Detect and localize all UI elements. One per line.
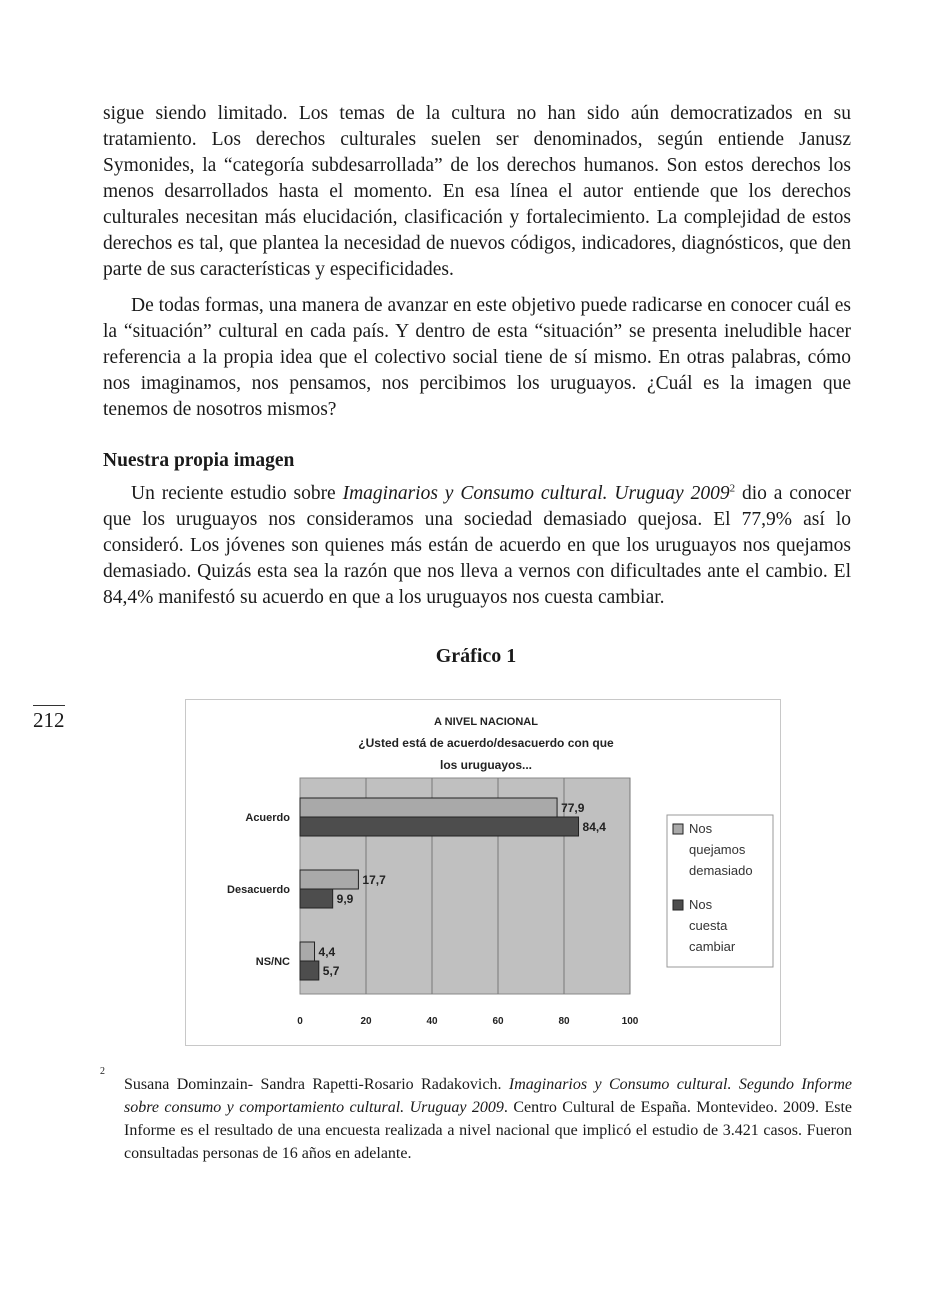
legend-label: cambiar — [689, 939, 736, 954]
paragraph-2 — [103, 293, 851, 423]
bar — [300, 798, 557, 817]
data-label: 5,7 — [322, 964, 340, 978]
paragraph-1 — [103, 101, 851, 283]
study-title: Imaginarios y Consumo cultural. Uruguay 2009 — [342, 483, 730, 504]
category-label: Acuerdo — [245, 812, 290, 824]
legend-swatch — [673, 824, 683, 834]
x-tick-label: 20 — [360, 1016, 372, 1027]
data-label: 4,4 — [318, 945, 336, 959]
paragraph-2-text: De todas formas, una manera de avanzar en este objetivo puede radicarse en conocer cuál es la “situación” cultural en cada país. Y dentro de esta “situación” se presenta ineludible hacer referencia a la propia idea que el colectivo social tiene de sí mismo. En otras palabras, cómo nos imaginamos, nos pensamos, nos percibimos los uruguayos. ¿Cuál es la imagen que tenemos de nosotros mismos? — [103, 295, 851, 420]
bar-chart — [186, 700, 779, 1044]
x-tick-label: 100 — [621, 1016, 639, 1027]
chart-frame — [185, 699, 781, 1046]
legend-label: quejamos — [689, 842, 746, 857]
chart-subtitle-line: los uruguayos... — [439, 758, 533, 772]
legend-label: cuesta — [689, 918, 728, 933]
paragraph-3-start: Un reciente estudio sobre — [131, 483, 343, 504]
data-label: 17,7 — [362, 873, 386, 887]
bar — [300, 961, 319, 980]
footnote-ref[interactable]: 2 — [729, 482, 736, 495]
category-label: NS/NC — [255, 956, 290, 968]
x-tick-label: 80 — [558, 1016, 570, 1027]
footnote — [124, 1073, 852, 1165]
footnote-authors: Susana Dominzain- Sandra Rapetti-Rosario Radakovich. — [124, 1076, 509, 1093]
x-tick-label: 40 — [426, 1016, 438, 1027]
legend-label: demasiado — [689, 863, 753, 878]
category-label: Desacuerdo — [227, 884, 290, 896]
bar — [300, 870, 358, 889]
chart-title: A NIVEL NACIONAL — [434, 716, 538, 728]
x-tick-label: 0 — [297, 1016, 303, 1027]
bar — [300, 942, 315, 961]
paragraph-3-rest: dio a conocer que los uruguayos nos consideramos una sociedad demasiado quejosa. El 77,9% así lo consideró. Los jóvenes son quienes más están de acuerdo en que los uruguayos nos quejamos demasiado. Quizás esta sea la razón que nos lleva a vernos con dificultades ante el cambio. El 84,4% manifestó su acuerdo en que a los uruguayos nos cuesta cambiar. — [103, 483, 851, 608]
legend-label: Nos — [689, 821, 713, 836]
chart-caption: Gráfico 1 — [435, 645, 517, 667]
data-label: 84,4 — [582, 820, 606, 834]
page-number: 212 — [33, 705, 65, 732]
bar — [300, 889, 333, 908]
footnote-title: Imaginarios y Consumo cultural. Segundo Informe sobre consumo y comportamiento cultural. Uruguay 2009 — [124, 1076, 852, 1116]
legend-label: Nos — [689, 897, 713, 912]
chart-subtitle-line: ¿Usted está de acuerdo/desacuerdo con que — [358, 736, 614, 750]
legend-swatch — [673, 900, 683, 910]
section-heading: Nuestra propia imagen — [103, 450, 295, 471]
paragraph-1-text: sigue siendo limitado. Los temas de la cultura no han sido aún democratizados en su tratamiento. Los derechos culturales suelen ser denominados, según entiende Janusz Symonides, la “categoría subdesarrollada” de los derechos humanos. Son estos derechos los menos desarrollados hasta el momento. En esa línea el autor entiende que los derechos culturales necesitan más elucidación, clasificación y fortalecimiento. La complejidad de estos derechos es tal, que plantea la necesidad de nuevos códigos, indicadores, diagnósticos, que den parte de sus características y especificidades. — [103, 103, 851, 280]
x-tick-label: 60 — [492, 1016, 504, 1027]
footnote-mark: 2 — [100, 1066, 105, 1077]
data-label: 77,9 — [561, 801, 585, 815]
bar — [300, 817, 579, 836]
paragraph-3 — [103, 481, 851, 611]
data-label: 9,9 — [336, 892, 354, 906]
footnote-rest: . Centro Cultural de España. Montevideo. 2009. Este Informe es el resultado de una encuesta realizada a nivel nacional que implicó el estudio de 3.421 casos. Fueron consultadas personas de 16 años en adelante. — [124, 1099, 853, 1162]
